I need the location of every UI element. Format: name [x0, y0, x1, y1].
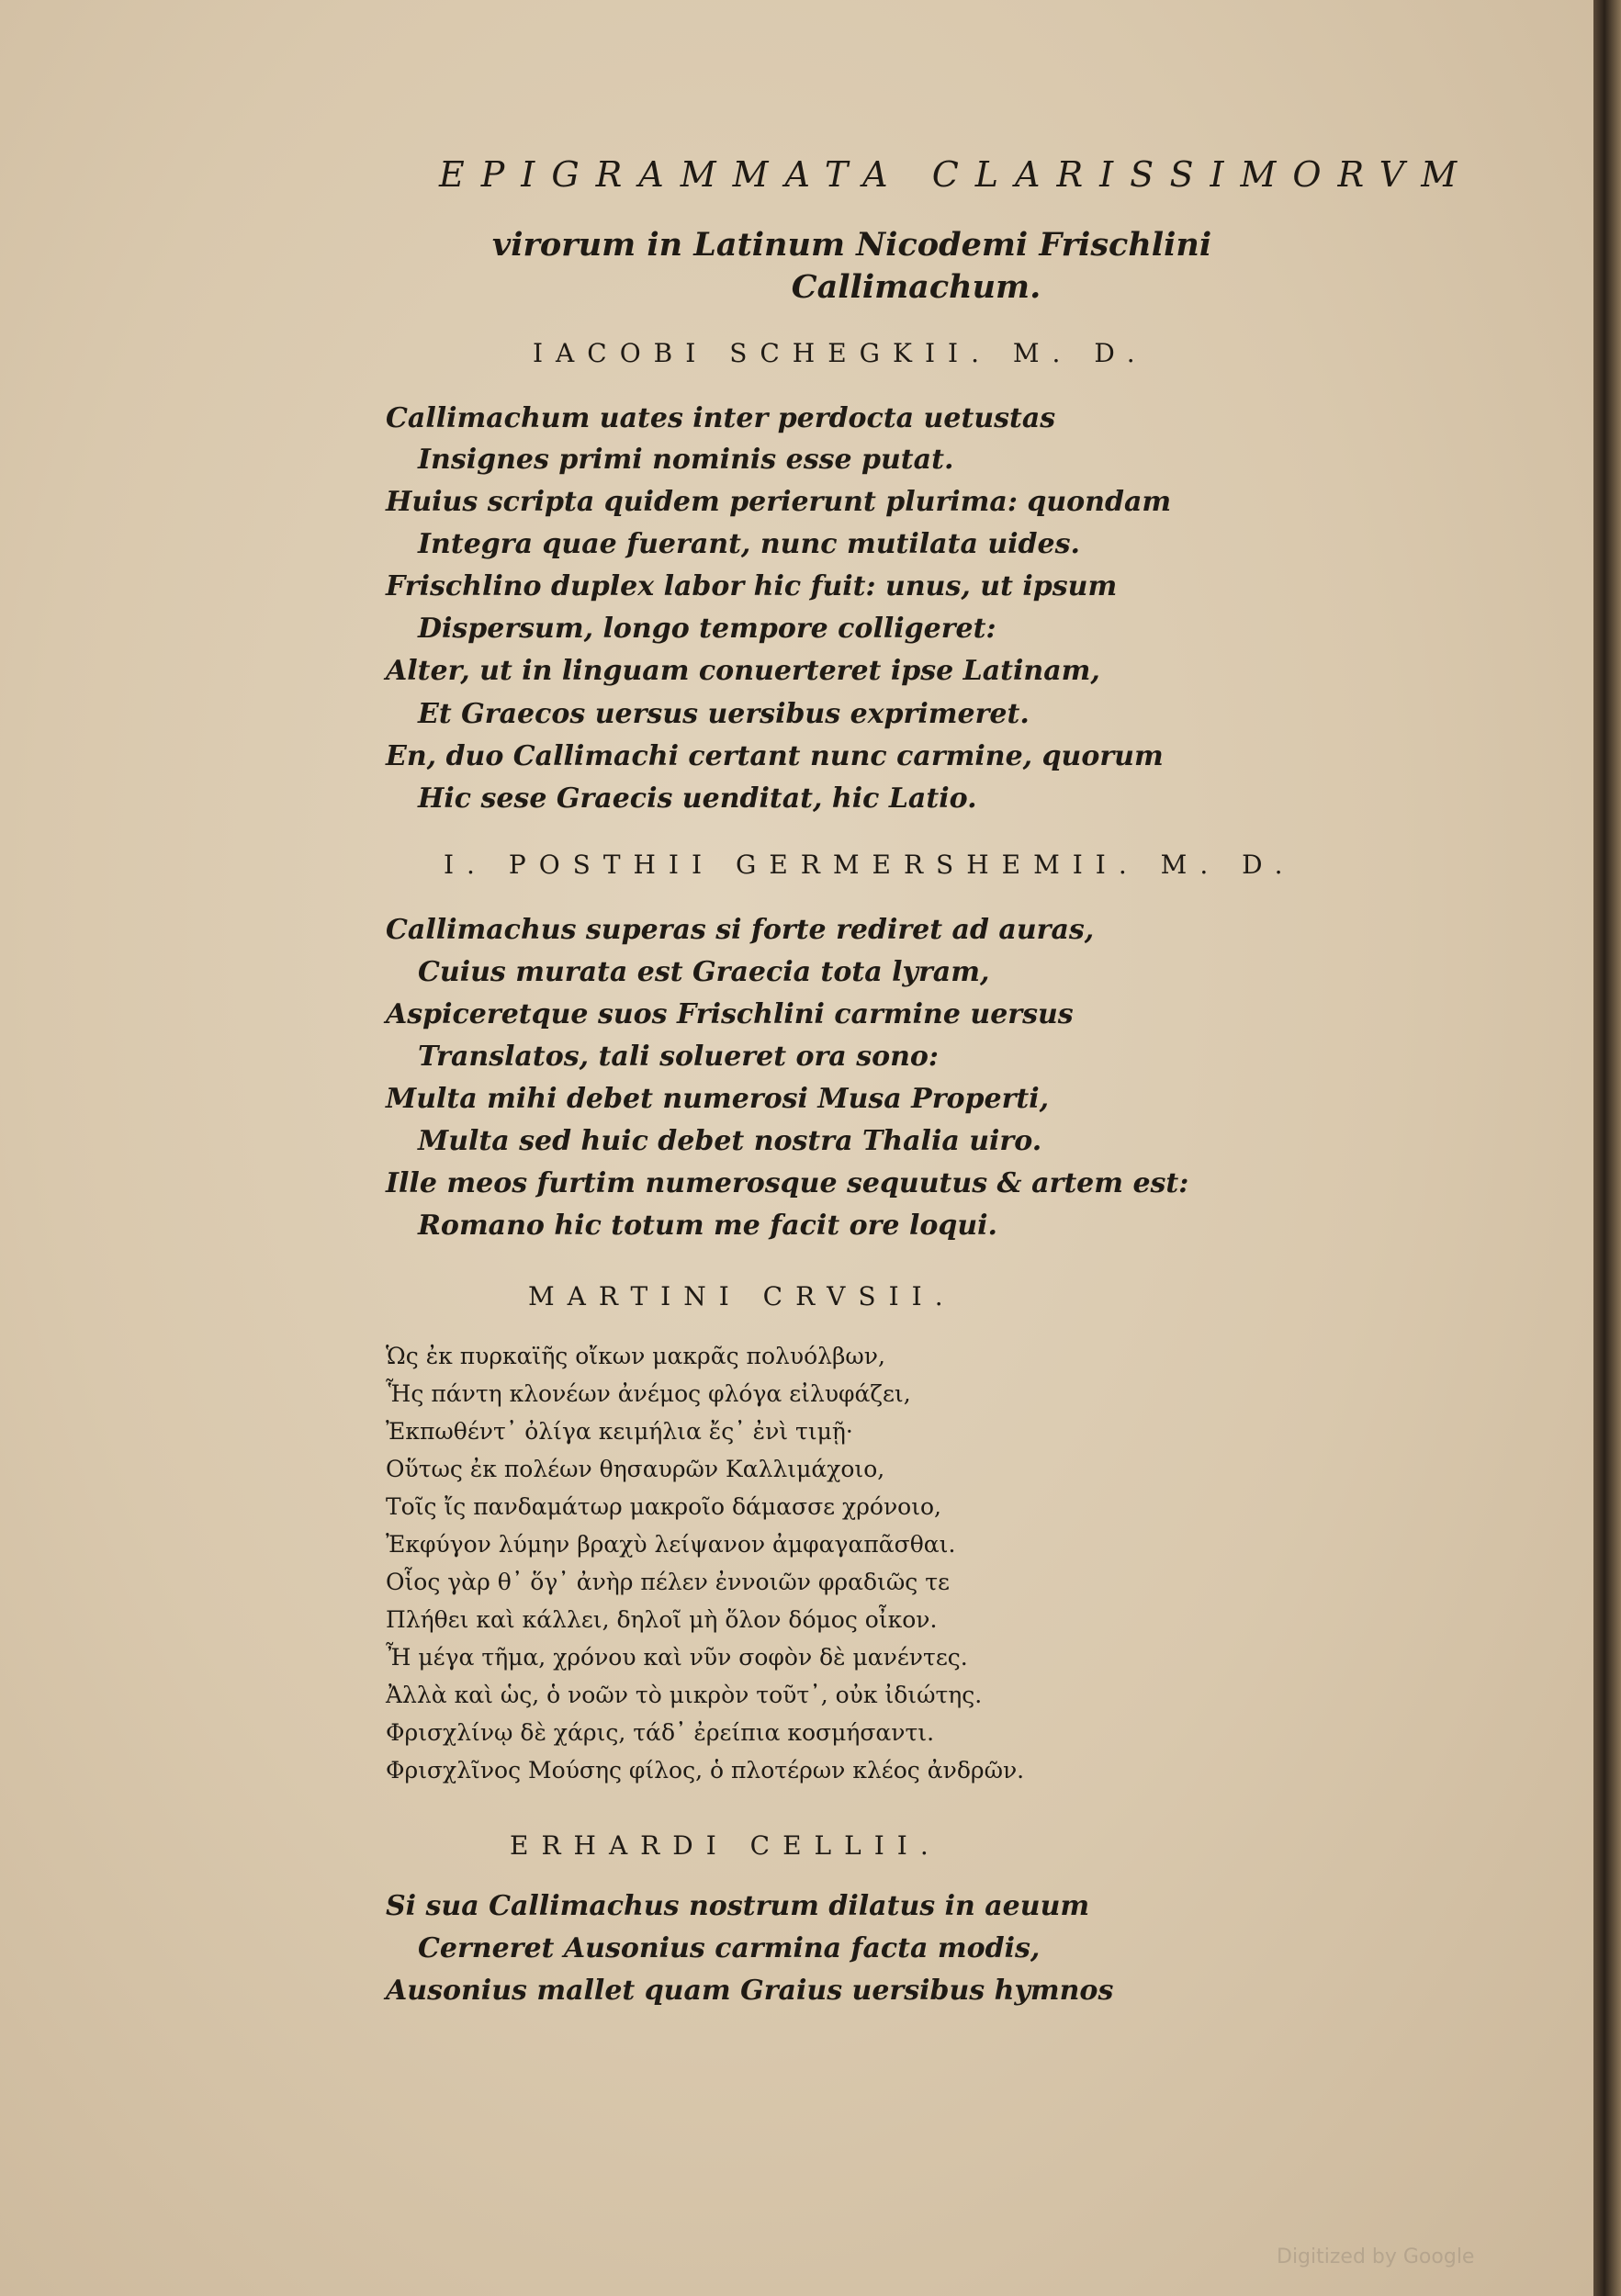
poem-line: Cerneret Ausonius carmina facta modis, [418, 1932, 1041, 1964]
section-heading-schegkius: IACOBI SCHEGKII. M. D. [533, 338, 1148, 368]
poem-line: Ἐκπωθέντ᾽ ὀλίγα κειμήλια ἔς᾽ ἐνὶ τιμῇ· [386, 1418, 853, 1445]
poem-line: Insignes primi nominis esse putat. [418, 444, 954, 476]
page-subtitle: virorum in Latinum Nicodemi Frischlini [491, 226, 1212, 264]
poem-line: Multa sed huic debet nostra Thalia uiro. [418, 1125, 1042, 1157]
poem-line: Integra quae fuerant, nunc mutilata uides. [418, 528, 1080, 560]
poem-line: Ausonius mallet quam Graius uersibus hymnos [386, 1975, 1114, 2007]
poem-line: Callimachum uates inter perdocta uetustas [386, 402, 1056, 434]
section-heading-posthius: I. POSTHII GERMERSHEMII. M. D. [444, 850, 1296, 880]
poem-line: En, duo Callimachi certant nunc carmine, quorum [386, 740, 1164, 772]
poem-line: Dispersum, longo tempore colligeret: [418, 613, 996, 645]
poem-line: Et Graecos uersus uersibus exprimeret. [418, 698, 1030, 730]
poem-line: Φρισχλίνῳ δὲ χάρις, τάδ᾽ ἐρείπια κοσμήσαντι. [386, 1719, 935, 1746]
book-gutter [1593, 0, 1621, 2296]
poem-line: Τοῖς ἴς πανδαμάτωρ μακροῖο δάμασσε χρόνοιο, [386, 1493, 942, 1520]
poem-line: Ἦ μέγα τῆμα, χρόνου καὶ νῦν σοφὸν δὲ μανέντες. [386, 1644, 968, 1671]
poem-line: Ὡς ἐκ πυρκαϊῆς οἴκων μακρᾶς πολυόλβων, [386, 1343, 885, 1369]
poem-line: Hic sese Graecis uenditat, hic Latio. [418, 782, 977, 815]
poem-line: Romano hic totum me facit ore loqui. [418, 1210, 997, 1242]
poem-line: Translatos, tali solueret ora sono: [418, 1041, 939, 1073]
poem-line: Πλήθει καὶ κάλλει, δηλοῖ μὴ ὅλον δόμος οἶκον. [386, 1606, 938, 1633]
poem-line: Ἐκφύγον λύμην βραχὺ λείψανον ἀμφαγαπᾶσθαι. [386, 1531, 956, 1558]
poem-line: Ille meos furtim numerosque sequutus & artem est: [386, 1167, 1189, 1199]
poem-line: Callimachus superas si forte rediret ad auras, [386, 914, 1095, 946]
page-subtitle-continued: Callimachum. [791, 268, 1041, 306]
poem-line: Cuius murata est Graecia tota lyram, [418, 956, 990, 988]
poem-line: Οἷος γὰρ θ᾽ ὅγ᾽ ἀνὴρ πέλεν ἐννοιῶν φραδιῶς τε [386, 1569, 950, 1595]
poem-line: Alter, ut in linguam conuerteret ipse Latinam, [386, 655, 1100, 687]
section-heading-cellius: ERHARDI CELLII. [510, 1830, 941, 1861]
page-title: EPIGRAMMATA CLARISSIMORVM [439, 154, 1474, 195]
section-heading-crusius: MARTINI CRVSII. [528, 1281, 956, 1311]
poem-line: Φρισχλῖνος Μούσης φίλος, ὁ πλοτέρων κλέος ἀνδρῶν. [386, 1757, 1025, 1784]
poem-line: Huius scripta quidem perierunt plurima: quondam [386, 486, 1172, 518]
poem-line: Si sua Callimachus nostrum dilatus in aeuum [386, 1890, 1090, 1922]
poem-line: Multa mihi debet numerosi Musa Properti, [386, 1083, 1050, 1115]
poem-line: Ἧς πάντη κλονέων ἀνέμος φλόγα εἰλυφάζει, [386, 1380, 911, 1407]
poem-line: Οὕτως ἐκ πολέων θησαυρῶν Καλλιμάχοιο, [386, 1456, 885, 1482]
poem-line: Ἀλλὰ καὶ ὡς, ὁ νοῶν τὸ μικρὸν τοῦτ᾽, οὐκ ἰδιώτης. [386, 1682, 983, 1708]
poem-line: Aspiceretque suos Frischlini carmine uersus [386, 998, 1074, 1030]
digitized-watermark: Digitized by Google [1277, 2245, 1475, 2268]
poem-line: Frischlino duplex labor hic fuit: unus, ut ipsum [386, 570, 1118, 602]
